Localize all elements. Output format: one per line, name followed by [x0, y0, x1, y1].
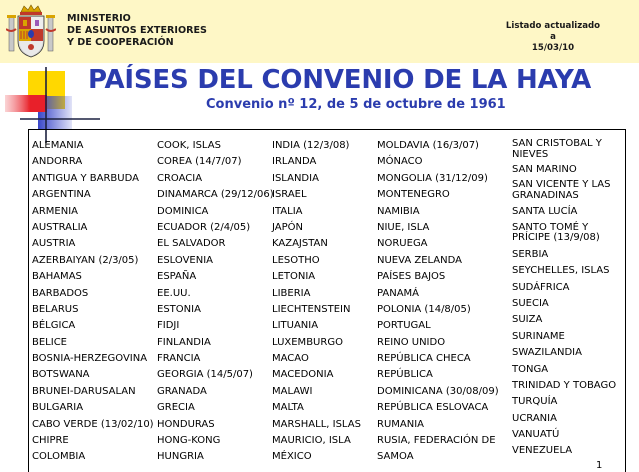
country-item: BELICE — [32, 336, 67, 348]
country-item: HONDURAS — [157, 418, 215, 430]
ministry-line: DE ASUNTOS EXTERIORES — [67, 25, 207, 36]
country-item: VANUATÚ — [512, 429, 560, 441]
country-item: DOMINICANA (30/08/09) — [377, 385, 499, 397]
country-item: COREA (14/7/07) — [157, 156, 242, 168]
header-band — [0, 0, 639, 63]
country-item: VENEZUELA — [512, 445, 573, 457]
country-item: DOMINICA — [157, 205, 209, 217]
country-item: NUEVA ZELANDA — [377, 254, 462, 266]
country-item: BARBADOS — [32, 287, 89, 299]
country-item: GRANADA — [157, 385, 207, 397]
country-item: INDIA (12/3/08) — [272, 140, 350, 151]
country-item: TURQUÍA — [512, 396, 558, 408]
country-item: CHIPRE — [32, 435, 69, 447]
updated-line: Listado actualizado — [505, 21, 601, 31]
country-item: BÉLGICA — [32, 320, 76, 332]
ministry-name — [67, 13, 207, 49]
country-item: ALEMANIA — [32, 140, 84, 151]
country-item: ARMENIA — [32, 205, 79, 217]
page-number: 1 — [596, 460, 603, 471]
country-item: SANTO TOMÉ Y PRÍCIPE (13/9/08) — [512, 221, 600, 244]
country-item: MAURICIO, ISLA — [272, 435, 351, 447]
country-item: UCRANIA — [512, 412, 557, 424]
country-item: JAPÓN — [272, 221, 303, 233]
country-item: POLONIA (14/8/05) — [377, 303, 471, 315]
country-item: IRLANDA — [272, 156, 317, 168]
country-item: PAÍSES BAJOS — [377, 271, 446, 283]
updated-date: 15/03/10 — [531, 43, 575, 53]
country-item: SWAZILANDIA — [512, 347, 582, 359]
country-item: LETONIA — [272, 271, 316, 283]
country-item: AZERBAIYAN (2/3/05) — [32, 254, 139, 266]
coat-of-arms-icon — [6, 3, 56, 61]
country-item: BOSNIA-HERZEGOVINA — [32, 353, 148, 365]
country-item: HUNGRIA — [157, 451, 204, 463]
country-item: SUECIA — [512, 297, 549, 309]
country-item: FRANCIA — [157, 353, 201, 365]
country-item: RUMANIA — [377, 418, 425, 430]
country-item: LITUANIA — [272, 320, 319, 332]
country-item: REINO UNIDO — [377, 336, 446, 348]
country-item: SAMOA — [377, 451, 414, 463]
ministry-line: Y DE COOPERACIÓN — [67, 37, 174, 48]
country-item: ISRAEL — [272, 189, 307, 201]
country-column-2 — [157, 138, 274, 466]
country-item: LESOTHO — [272, 254, 320, 266]
updated-line: a — [550, 32, 556, 42]
country-item: BOTSWANA — [32, 369, 90, 381]
country-item: SAN CRISTOBAL Y NIEVES — [512, 138, 602, 160]
country-item: BRUNEI-DARUSALAN — [32, 385, 136, 397]
country-item: ECUADOR (2/4/05) — [157, 221, 251, 233]
country-item: NAMIBIA — [377, 205, 420, 217]
country-item: FIDJI — [157, 320, 180, 332]
country-column-1 — [32, 138, 152, 466]
country-item: LIECHTENSTEIN — [272, 303, 351, 315]
country-item: COOK, ISLAS — [157, 140, 221, 151]
country-item: CABO VERDE (13/02/10) — [32, 418, 154, 430]
country-item: MALAWI — [272, 385, 313, 397]
country-column-4 — [377, 138, 509, 466]
country-item: MÉXICO — [272, 451, 312, 463]
country-column-5 — [512, 138, 624, 460]
country-item: MÓNACO — [377, 156, 423, 168]
country-item: SUIZA — [512, 314, 543, 326]
country-item: REPÚBLICA ESLOVACA — [377, 402, 489, 414]
country-item: MOLDAVIA (16/3/07) — [377, 140, 479, 151]
country-item: DINAMARCA (29/12/06) — [157, 189, 274, 201]
country-item: MONGOLIA (31/12/09) — [377, 172, 488, 184]
country-item: PANAMÁ — [377, 287, 420, 299]
country-item: SURINAME — [512, 330, 565, 342]
country-item: MACEDONIA — [272, 369, 334, 381]
country-item: ANDORRA — [32, 156, 83, 168]
country-list-box — [28, 129, 626, 472]
country-item: ARGENTINA — [32, 189, 91, 201]
country-item: PORTUGAL — [377, 320, 431, 332]
country-item: RUSIA, FEDERACIÓN DE — [377, 435, 496, 447]
page-title: PAÍSES DEL CONVENIO DE LA HAYA — [88, 65, 592, 95]
country-item: SAN MARINO — [512, 164, 577, 175]
country-item: SAN VICENTE Y LAS GRANADINAS — [512, 179, 611, 201]
country-item: SANTA LUCÍA — [512, 206, 578, 218]
country-item: SUDÁFRICA — [512, 281, 570, 293]
page-subtitle: Convenio nº 12, de 5 de octubre de 1961 — [206, 97, 506, 112]
country-item: NORUEGA — [377, 238, 428, 250]
country-item: TONGA — [512, 363, 549, 375]
country-item: ESTONIA — [157, 303, 201, 315]
country-item: NIUE, ISLA — [377, 221, 430, 233]
country-item: KAZAJSTAN — [272, 238, 328, 250]
country-item: LIBERIA — [272, 287, 311, 299]
country-item: MARSHALL, ISLAS — [272, 418, 361, 430]
country-item: BULGARIA — [32, 402, 84, 414]
country-item: EE.UU. — [157, 287, 191, 299]
country-item: GEORGIA (14/5/07) — [157, 369, 253, 381]
country-item: ESPAÑA — [157, 271, 197, 283]
country-item: BELARUS — [32, 303, 79, 315]
country-item: GRECIA — [157, 402, 195, 414]
country-item: SEYCHELLES, ISLAS — [512, 265, 610, 277]
country-item: ISLANDIA — [272, 172, 319, 184]
country-item: HONG-KONG — [157, 435, 221, 447]
country-item: MONTENEGRO — [377, 189, 450, 201]
country-item: SERBIA — [512, 248, 549, 260]
country-item: AUSTRALIA — [32, 221, 88, 233]
country-item: MALTA — [272, 402, 304, 414]
country-item: MACAO — [272, 353, 309, 365]
country-item: REPÚBLICA — [377, 369, 433, 381]
ministry-line: MINISTERIO — [67, 13, 131, 24]
country-item: EL SALVADOR — [157, 238, 226, 250]
country-item: ITALIA — [272, 205, 303, 217]
country-item: BAHAMAS — [32, 271, 82, 283]
country-item: COLOMBIA — [32, 451, 86, 463]
country-item: ESLOVENIA — [157, 254, 214, 266]
country-item: REPÚBLICA CHECA — [377, 353, 471, 365]
updated-note — [498, 21, 608, 54]
country-item: FINLANDIA — [157, 336, 211, 348]
country-column-3 — [272, 138, 374, 466]
country-item: CROACIA — [157, 172, 203, 184]
country-item: LUXEMBURGO — [272, 336, 343, 348]
country-item: AUSTRIA — [32, 238, 76, 250]
country-item: ANTIGUA Y BARBUDA — [32, 172, 139, 184]
country-item: TRINIDAD Y TOBAGO — [512, 379, 617, 391]
